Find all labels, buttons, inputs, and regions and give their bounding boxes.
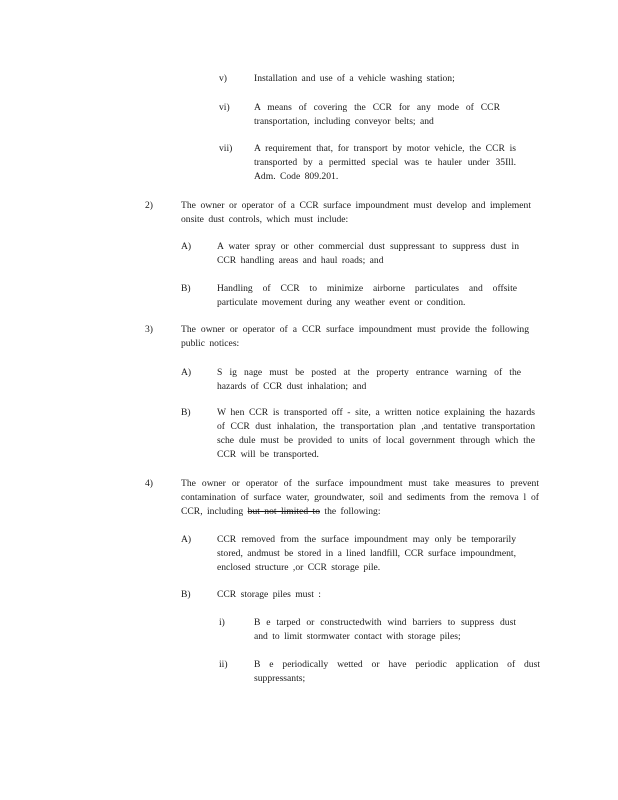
item-text: A means of covering the CCR for any mode of CCR transportation, including conveyor belts; and (254, 102, 500, 127)
section-marker: 2) (145, 200, 153, 211)
item-marker: i) (219, 617, 225, 628)
struck-text: but not limited to (247, 506, 320, 517)
section-text (181, 477, 539, 519)
item-text: A requirement that, for transport by motor vehicle, the CCR is transported by a permitted special was te hauler under 35Ill. Adm. Code 809.201. (254, 143, 516, 182)
item-text: Handling of CCR to minimize airborne particulates and offsite particulate movement during any weather event or condition. (217, 283, 517, 308)
item-marker: vi) (219, 102, 230, 113)
item-text: CCR storage piles must : (217, 589, 321, 600)
item-text: CCR removed from the surface impoundment may only be temporarily stored, andmust be stored in a lined landfill, CCR surface impoundment, enclosed structure ,or CCR storage pile. (217, 534, 516, 573)
section-marker: 4) (145, 478, 153, 489)
item-marker: A) (181, 534, 192, 545)
item-text: B e periodically wetted or have periodic application of dust suppressants; (254, 659, 540, 684)
section-text-before: The owner or operator of the surface impoundment must take measures to prevent contamination of surface water, groundwater, soil and sediments from the remova l of CCR, including (181, 478, 539, 517)
item-marker: v) (219, 73, 227, 84)
item-marker: A) (181, 241, 192, 252)
item-marker: vii) (219, 143, 233, 154)
section-text: The owner or operator of a CCR surface impoundment must provide the following public notices: (181, 324, 529, 349)
item-text: A water spray or other commercial dust suppressant to suppress dust in CCR handling areas and haul roads; and (217, 241, 519, 266)
section-text-after: the following: (320, 506, 381, 517)
item-text: W hen CCR is transported off - site, a written notice explaining the hazards of CCR dust inhalation, the transportation plan ,and tentative transportation sche dule must be provided to units of local government through which the CCR will be transported. (217, 407, 535, 460)
section-marker: 3) (145, 324, 153, 335)
section-text: The owner or operator of a CCR surface impoundment must develop and implement onsite dust controls, which must include: (181, 200, 531, 225)
item-marker: B) (181, 407, 191, 418)
item-text: B e tarped or constructedwith wind barriers to suppress dust and to limit stormwater contact with storage piles; (254, 617, 516, 642)
item-marker: B) (181, 283, 191, 294)
item-marker: A) (181, 367, 192, 378)
item-marker: B) (181, 589, 191, 600)
item-text: Installation and use of a vehicle washing station; (254, 73, 455, 84)
item-marker: ii) (219, 659, 228, 670)
item-text: S ig nage must be posted at the property entrance warning of the hazards of CCR dust inhalation; and (217, 367, 521, 392)
